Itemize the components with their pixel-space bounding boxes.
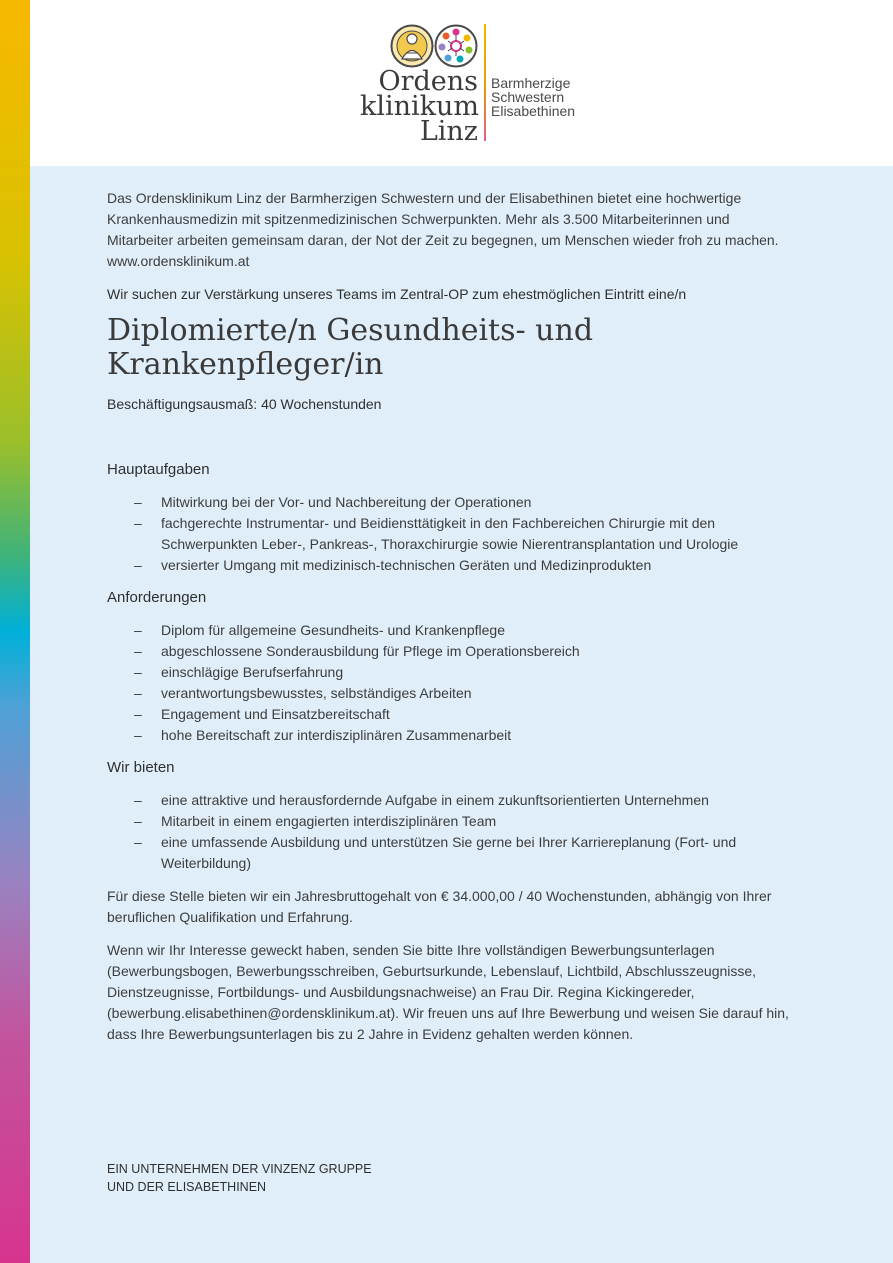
list-item: – Diplom für allgemeine Gesundheits- und Krankenpflege <box>107 620 797 641</box>
application-text: Wenn wir Ihr Interesse geweckt haben, senden Sie bitte Ihre vollständigen Bewerbungsunterlagen (Bewerbungsbogen, Bewerbungsschreiben, Geburtsurkunde, Lebenslauf, Lichtbild, Abschlusszeugnisse, Dienstzeugnisse, Fortbildungs- und Ausbildungsnachweise) an Frau Dir. Regina Kickingereder, (bewerbung.elisabethinen@ordensklinikum.at). Wir freuen uns auf Ihre Bewerbung und weisen Sie darauf hin, dass Ihre Bewerbungsunterlagen bis zu 2 Jahre in Evidenz gehalten werden können. <box>107 942 789 1042</box>
footer-line-2: UND DER ELISABETHINEN <box>107 1180 267 1194</box>
footer-line-1: EIN UNTERNEHMEN DER VINZENZ GRUPPE <box>107 1162 372 1176</box>
job-title <box>107 314 797 382</box>
dash: – <box>134 557 142 573</box>
logo-word-2: klinikum <box>360 91 480 122</box>
list-item: – Mitwirkung bei der Vor- und Nachbereitung der Operationen <box>107 492 797 513</box>
requirements-heading: Anforderungen <box>107 589 207 606</box>
dash: – <box>134 643 142 659</box>
list-item: – abgeschlossene Sonderausbildung für Pflege im Operationsbereich <box>107 641 797 662</box>
dash: – <box>134 494 142 510</box>
logo-subtitle-3: Elisabethinen <box>491 103 576 119</box>
list-item: – Mitarbeit in einem engagierten interdisziplinären Team <box>107 811 797 832</box>
job-title-line-1: Diplomierte/n Gesundheits- und <box>107 313 594 348</box>
main-panel <box>30 166 893 1263</box>
content <box>107 188 797 1045</box>
logo-subtitle-1: Barmherzige <box>491 75 571 91</box>
dash: – <box>134 706 142 722</box>
dash: – <box>134 813 142 829</box>
employment-extent: Beschäftigungsausmaß: 40 Wochenstunden <box>107 396 382 412</box>
offer-list <box>107 790 797 874</box>
list-item: – verantwortungsbewusstes, selbständiges Arbeiten <box>107 683 797 704</box>
dash: – <box>134 622 142 638</box>
list-item: – fachgerechte Instrumentar- und Beidiensttätigkeit in den Fachbereichen Chirurgie mit den Schwerpunkten Leber-, Pankreas-, Thoraxchirurgie sowie Nierentransplantation und Urologie <box>134 515 739 552</box>
dash: – <box>134 515 142 531</box>
list-item: – hohe Bereitschaft zur interdisziplinären Zusammenarbeit <box>107 725 797 746</box>
dash: – <box>134 727 142 743</box>
tasks-list <box>107 492 797 576</box>
colorful-seal-icon <box>434 24 478 68</box>
job-title-line-2: Krankenpfleger/in <box>107 347 384 382</box>
dash: – <box>134 664 142 680</box>
dash: – <box>134 834 142 850</box>
logo-word-1: Ordens <box>378 66 478 97</box>
list-item: – eine attraktive und herausfordernde Aufgabe in einem zukunftsorientierten Unternehmen <box>107 790 797 811</box>
logo-subtitle-2: Schwestern <box>491 89 565 105</box>
salary-text: Für diese Stelle bieten wir ein Jahresbruttogehalt von € 34.000,00 / 40 Wochenstunden, abhängig von Ihrer beruflichen Qualifikation und Erfahrung. <box>107 888 772 925</box>
intro-text: Das Ordensklinikum Linz der Barmherzigen Schwestern und der Elisabethinen bietet eine hochwertige Krankenhausmedizin mit spitzenmedizinischen Schwerpunkten. Mehr als 3.500 Mitarbeiterinnen und Mitarbeiter arbeiten gemeinsam daran, der Not der Zeit zu begegnen, um Menschen wieder froh zu machen. www.ordensklinikum.at <box>107 190 779 269</box>
list-item: – Engagement und Einsatzbereitschaft <box>107 704 797 725</box>
list-item: – versierter Umgang mit medizinisch-technischen Geräten und Medizinprodukten <box>107 555 797 576</box>
logo <box>360 24 590 146</box>
list-item: – eine umfassende Ausbildung und unterstützen Sie gerne bei Ihrer Karriereplanung (Fort- und Weiterbildung) <box>134 834 737 871</box>
logo-word-3: Linz <box>419 116 478 147</box>
requirements-list <box>107 620 797 746</box>
tasks-heading: Hauptaufgaben <box>107 461 210 478</box>
footer <box>107 1160 372 1196</box>
dash: – <box>134 685 142 701</box>
logo-divider <box>484 24 486 141</box>
lead-text: Wir suchen zur Verstärkung unseres Teams im Zentral-OP zum ehestmöglichen Eintritt eine/n <box>107 286 687 302</box>
offer-heading: Wir bieten <box>107 759 175 776</box>
color-stripe <box>0 0 30 1263</box>
list-item: – einschlägige Berufserfahrung <box>107 662 797 683</box>
saint-seal-icon <box>390 24 434 68</box>
header <box>30 0 893 166</box>
dash: – <box>134 792 142 808</box>
